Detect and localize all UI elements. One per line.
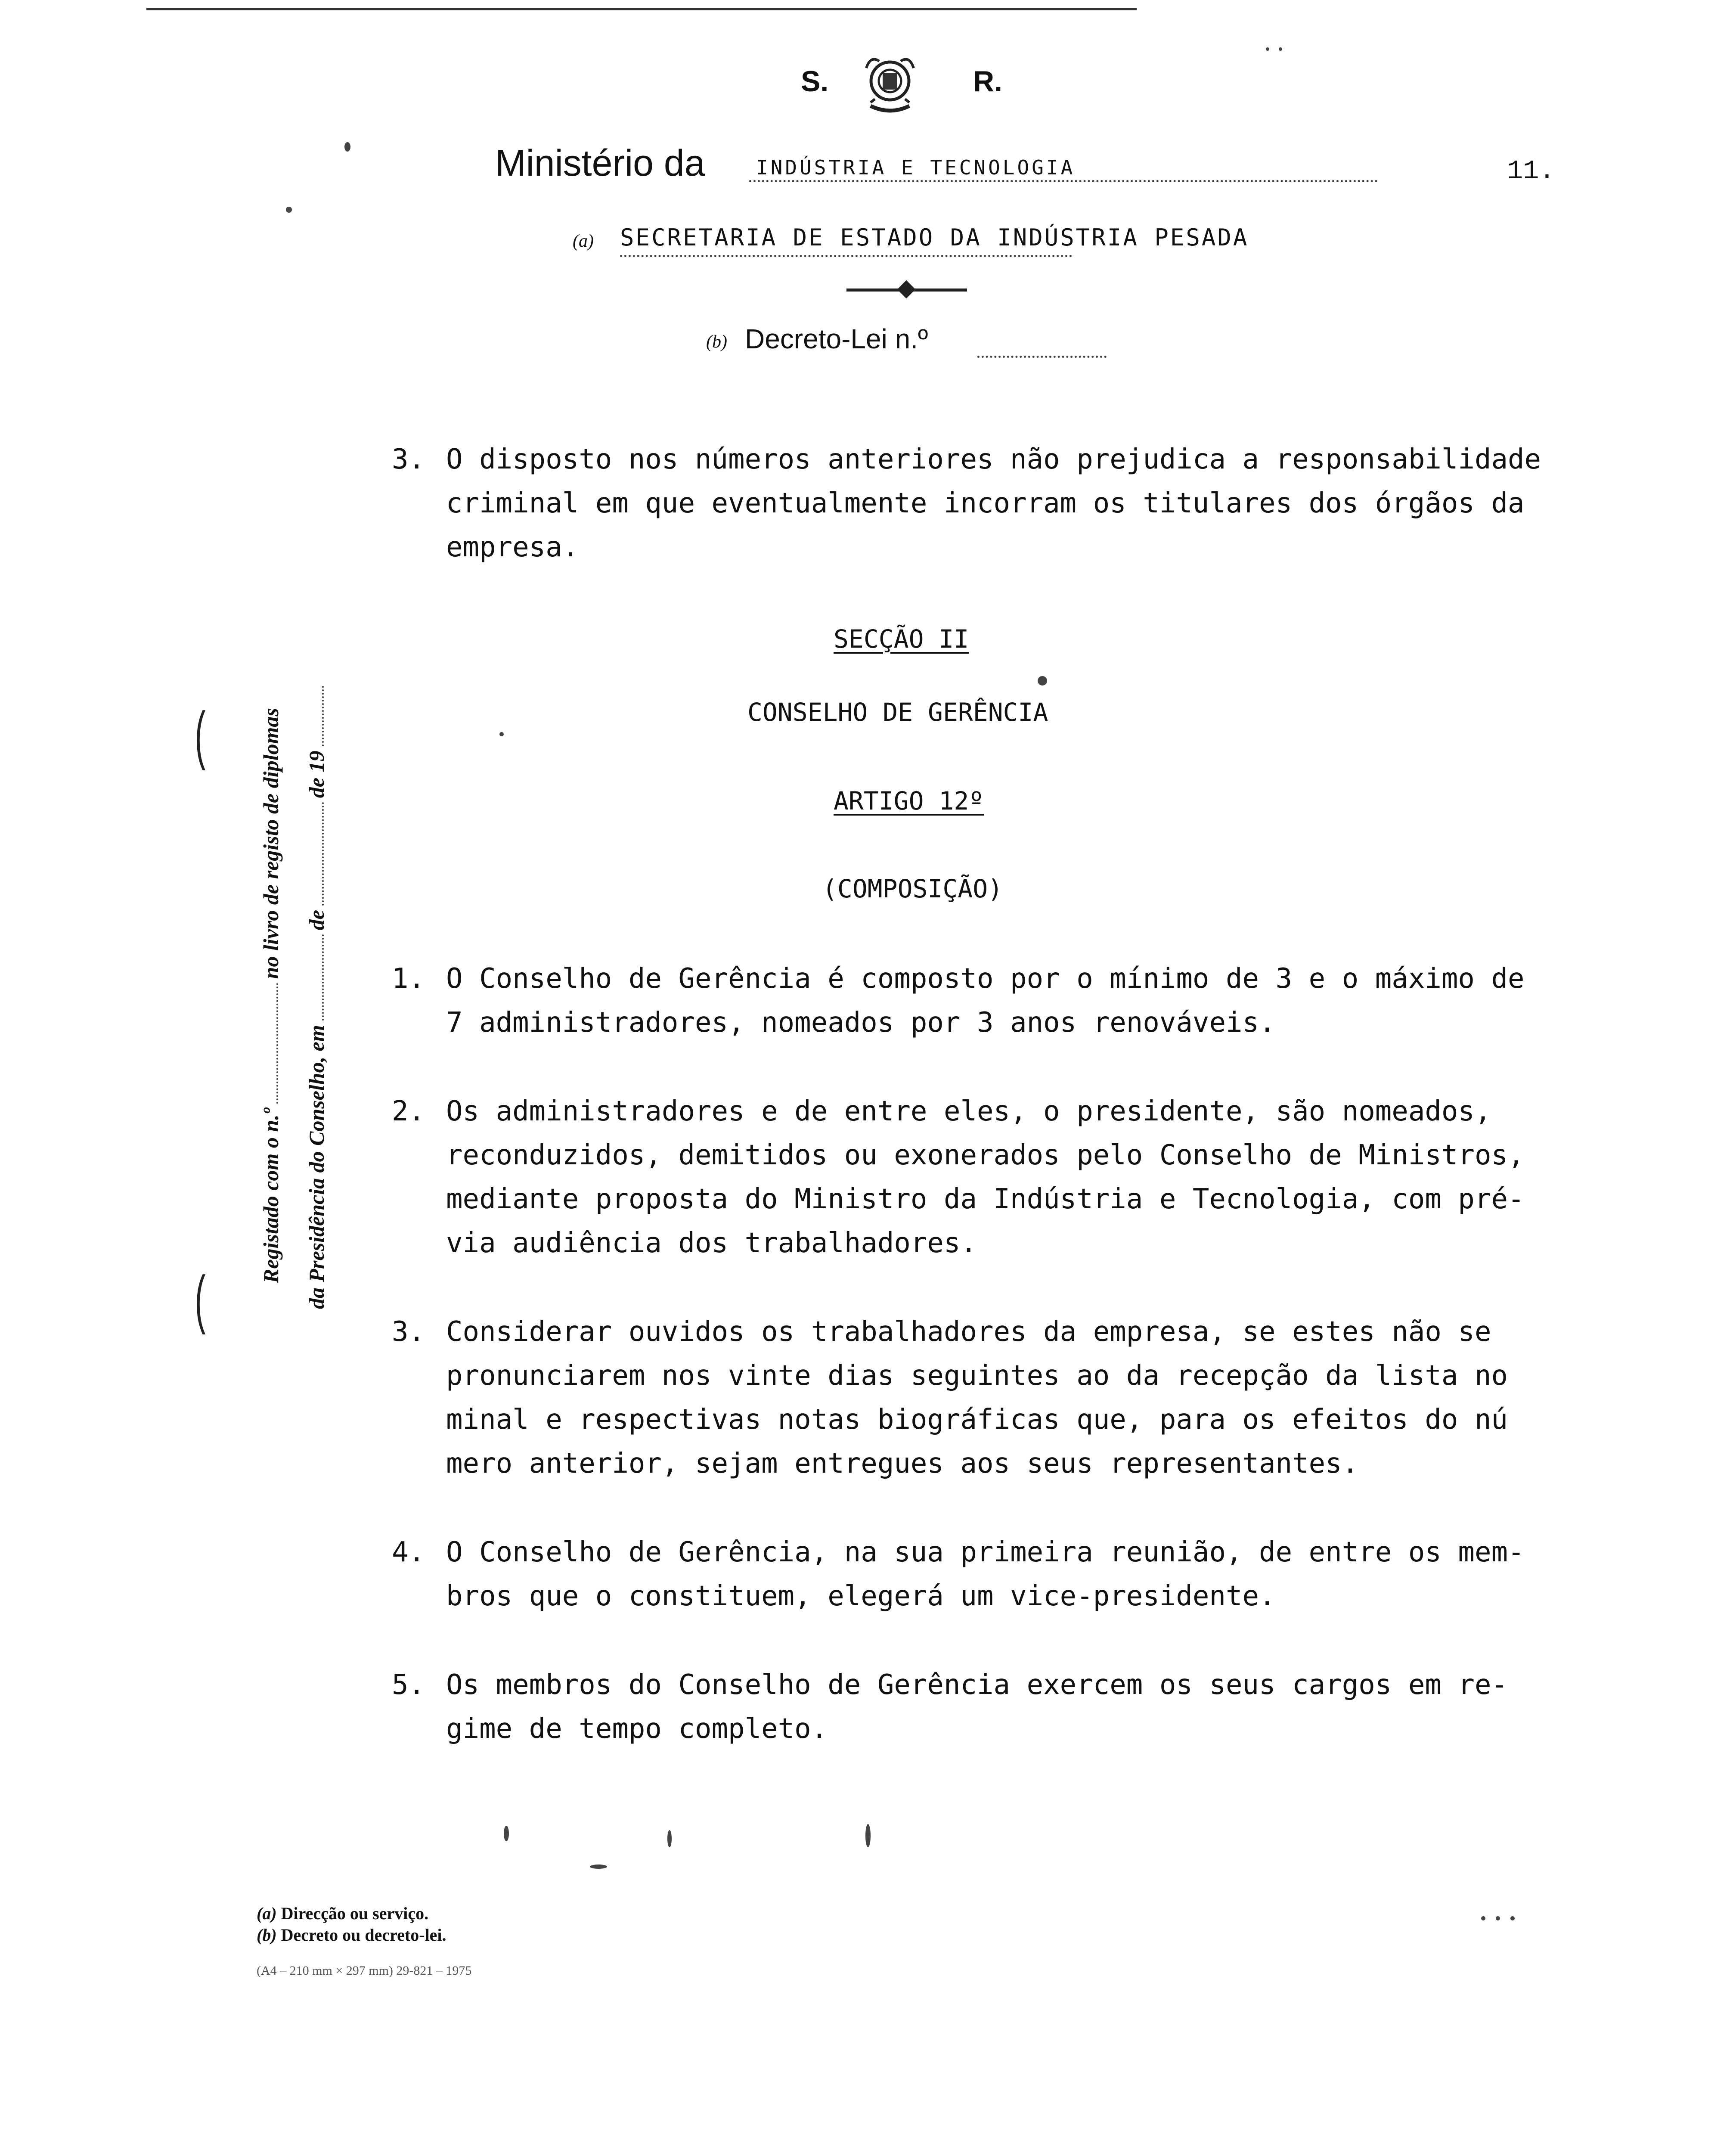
footnote-b bbox=[257, 1925, 446, 1945]
paragraph-line: reconduzidos, demitidos ou exonerados pelo Conselho de Ministros, bbox=[446, 1139, 1525, 1171]
punch-mark-icon: ( bbox=[195, 698, 206, 771]
margin-presidency-line bbox=[304, 682, 329, 1309]
paragraph-line: bros que o constituem, elegerá um vice-presidente. bbox=[446, 1580, 1276, 1612]
page-number: 11. bbox=[1507, 156, 1555, 186]
scan-speck bbox=[590, 1864, 607, 1869]
department-field-mark: (a) bbox=[573, 231, 594, 251]
scan-speck bbox=[499, 732, 504, 736]
punch-mark-icon: ( bbox=[195, 1263, 206, 1335]
top-border-rule bbox=[146, 8, 1137, 10]
ministry-label: Ministério da bbox=[495, 143, 705, 184]
footnote-a-text: Direcção ou serviço. bbox=[281, 1904, 429, 1923]
margin-registration-end: no livro de registo de diplomas bbox=[259, 708, 283, 979]
paragraph-number: 4. bbox=[392, 1536, 425, 1568]
footnote-a-mark: (a) bbox=[257, 1904, 277, 1923]
margin-dotted-rule bbox=[276, 983, 278, 1104]
margin-registration-start: Registado com o n.º bbox=[259, 1108, 283, 1283]
paragraph-line: O Conselho de Gerência é composto por o mínimo de 3 e o máximo de bbox=[446, 963, 1525, 995]
scan-speck bbox=[1496, 1916, 1500, 1920]
scan-speck bbox=[286, 207, 292, 213]
paragraph-number: 3. bbox=[392, 444, 425, 475]
margin-dotted-rule bbox=[322, 934, 324, 1021]
decree-field-label: Decreto-Lei n.º bbox=[745, 323, 928, 354]
scan-speck bbox=[344, 142, 350, 152]
scan-speck bbox=[1481, 1916, 1485, 1920]
margin-registration-line bbox=[258, 708, 283, 1283]
section-title: SECÇÃO II bbox=[834, 624, 969, 654]
ministry-line bbox=[495, 142, 1322, 189]
paragraph-line: 7 administradores, nomeados por 3 anos renováveis. bbox=[446, 1007, 1276, 1039]
margin-presidency-start: da Presidência do Conselho, em bbox=[304, 1025, 329, 1309]
article-subject: (COMPOSIÇÃO) bbox=[822, 874, 1003, 903]
ministry-value: INDÚSTRIA E TECNOLOGIA bbox=[756, 156, 1076, 179]
paragraph-line: pronunciarem nos vinte dias seguintes ao da recepção da lista no bbox=[446, 1360, 1508, 1392]
ministry-dotted-rule bbox=[749, 180, 1378, 182]
paragraph-line: empresa. bbox=[446, 531, 579, 563]
decree-field bbox=[706, 323, 1137, 362]
header-letter-left: S. bbox=[801, 65, 829, 98]
paragraph-number: 1. bbox=[392, 963, 425, 995]
margin-presidency-mid: de bbox=[304, 910, 329, 931]
form-code: (A4 – 210 mm × 297 mm) 29-821 – 1975 bbox=[257, 1964, 472, 1978]
scan-speck bbox=[1038, 676, 1047, 686]
paragraph-line: Considerar ouvidos os trabalhadores da empresa, se estes não se bbox=[446, 1316, 1491, 1348]
department-dotted-rule bbox=[620, 255, 1072, 257]
scan-speck bbox=[865, 1824, 871, 1847]
divider-diamond-icon bbox=[897, 280, 915, 298]
article-title: ARTIGO 12º bbox=[834, 786, 984, 816]
paragraph-line: Os membros do Conselho de Gerência exercem os seus cargos em re- bbox=[446, 1669, 1508, 1701]
scan-speck bbox=[504, 1826, 509, 1841]
margin-presidency-end: de 19 bbox=[304, 751, 329, 798]
paragraph-line: criminal em que eventualmente incorram os titulares dos órgãos da bbox=[446, 487, 1525, 519]
paragraph-number: 3. bbox=[392, 1316, 425, 1348]
paragraph-line: O disposto nos números anteriores não prejudica a responsabilidade bbox=[446, 444, 1541, 475]
paragraph-line: mediante proposta do Ministro da Indústria e Tecnologia, com pré- bbox=[446, 1183, 1525, 1215]
department-field bbox=[573, 224, 1391, 258]
footnote-a bbox=[257, 1903, 428, 1923]
footnote-b-mark: (b) bbox=[257, 1925, 277, 1945]
scan-speck bbox=[1510, 1916, 1515, 1920]
footnote-b-text: Decreto ou decreto-lei. bbox=[281, 1925, 446, 1945]
paragraph-number: 2. bbox=[392, 1095, 425, 1127]
scan-speck bbox=[1266, 47, 1269, 51]
header-letter-right: R. bbox=[973, 65, 1002, 98]
paragraph-number: 5. bbox=[392, 1669, 425, 1701]
decree-dotted-rule bbox=[977, 356, 1107, 358]
margin-dotted-rule bbox=[322, 686, 324, 746]
coat-of-arms-icon bbox=[858, 51, 922, 120]
paragraph-line: O Conselho de Gerência, na sua primeira reunião, de entre os mem- bbox=[446, 1536, 1525, 1568]
section-name: CONSELHO DE GERÊNCIA bbox=[747, 698, 1048, 727]
scan-speck bbox=[667, 1830, 672, 1847]
margin-dotted-rule bbox=[322, 802, 324, 906]
paragraph-line: gime de tempo completo. bbox=[446, 1713, 828, 1745]
paragraph-line: Os administradores e de entre eles, o presidente, são nomeados, bbox=[446, 1095, 1491, 1127]
decree-field-mark: (b) bbox=[706, 332, 727, 352]
paragraph-line: via audiência dos trabalhadores. bbox=[446, 1227, 977, 1259]
scan-speck bbox=[1279, 47, 1282, 51]
paragraph-line: minal e respectivas notas biográficas que, para os efeitos do nú bbox=[446, 1404, 1508, 1436]
paragraph-line: mero anterior, sejam entregues aos seus representantes. bbox=[446, 1448, 1359, 1480]
department-field-value: SECRETARIA DE ESTADO DA INDÚSTRIA PESADA bbox=[620, 224, 1249, 251]
